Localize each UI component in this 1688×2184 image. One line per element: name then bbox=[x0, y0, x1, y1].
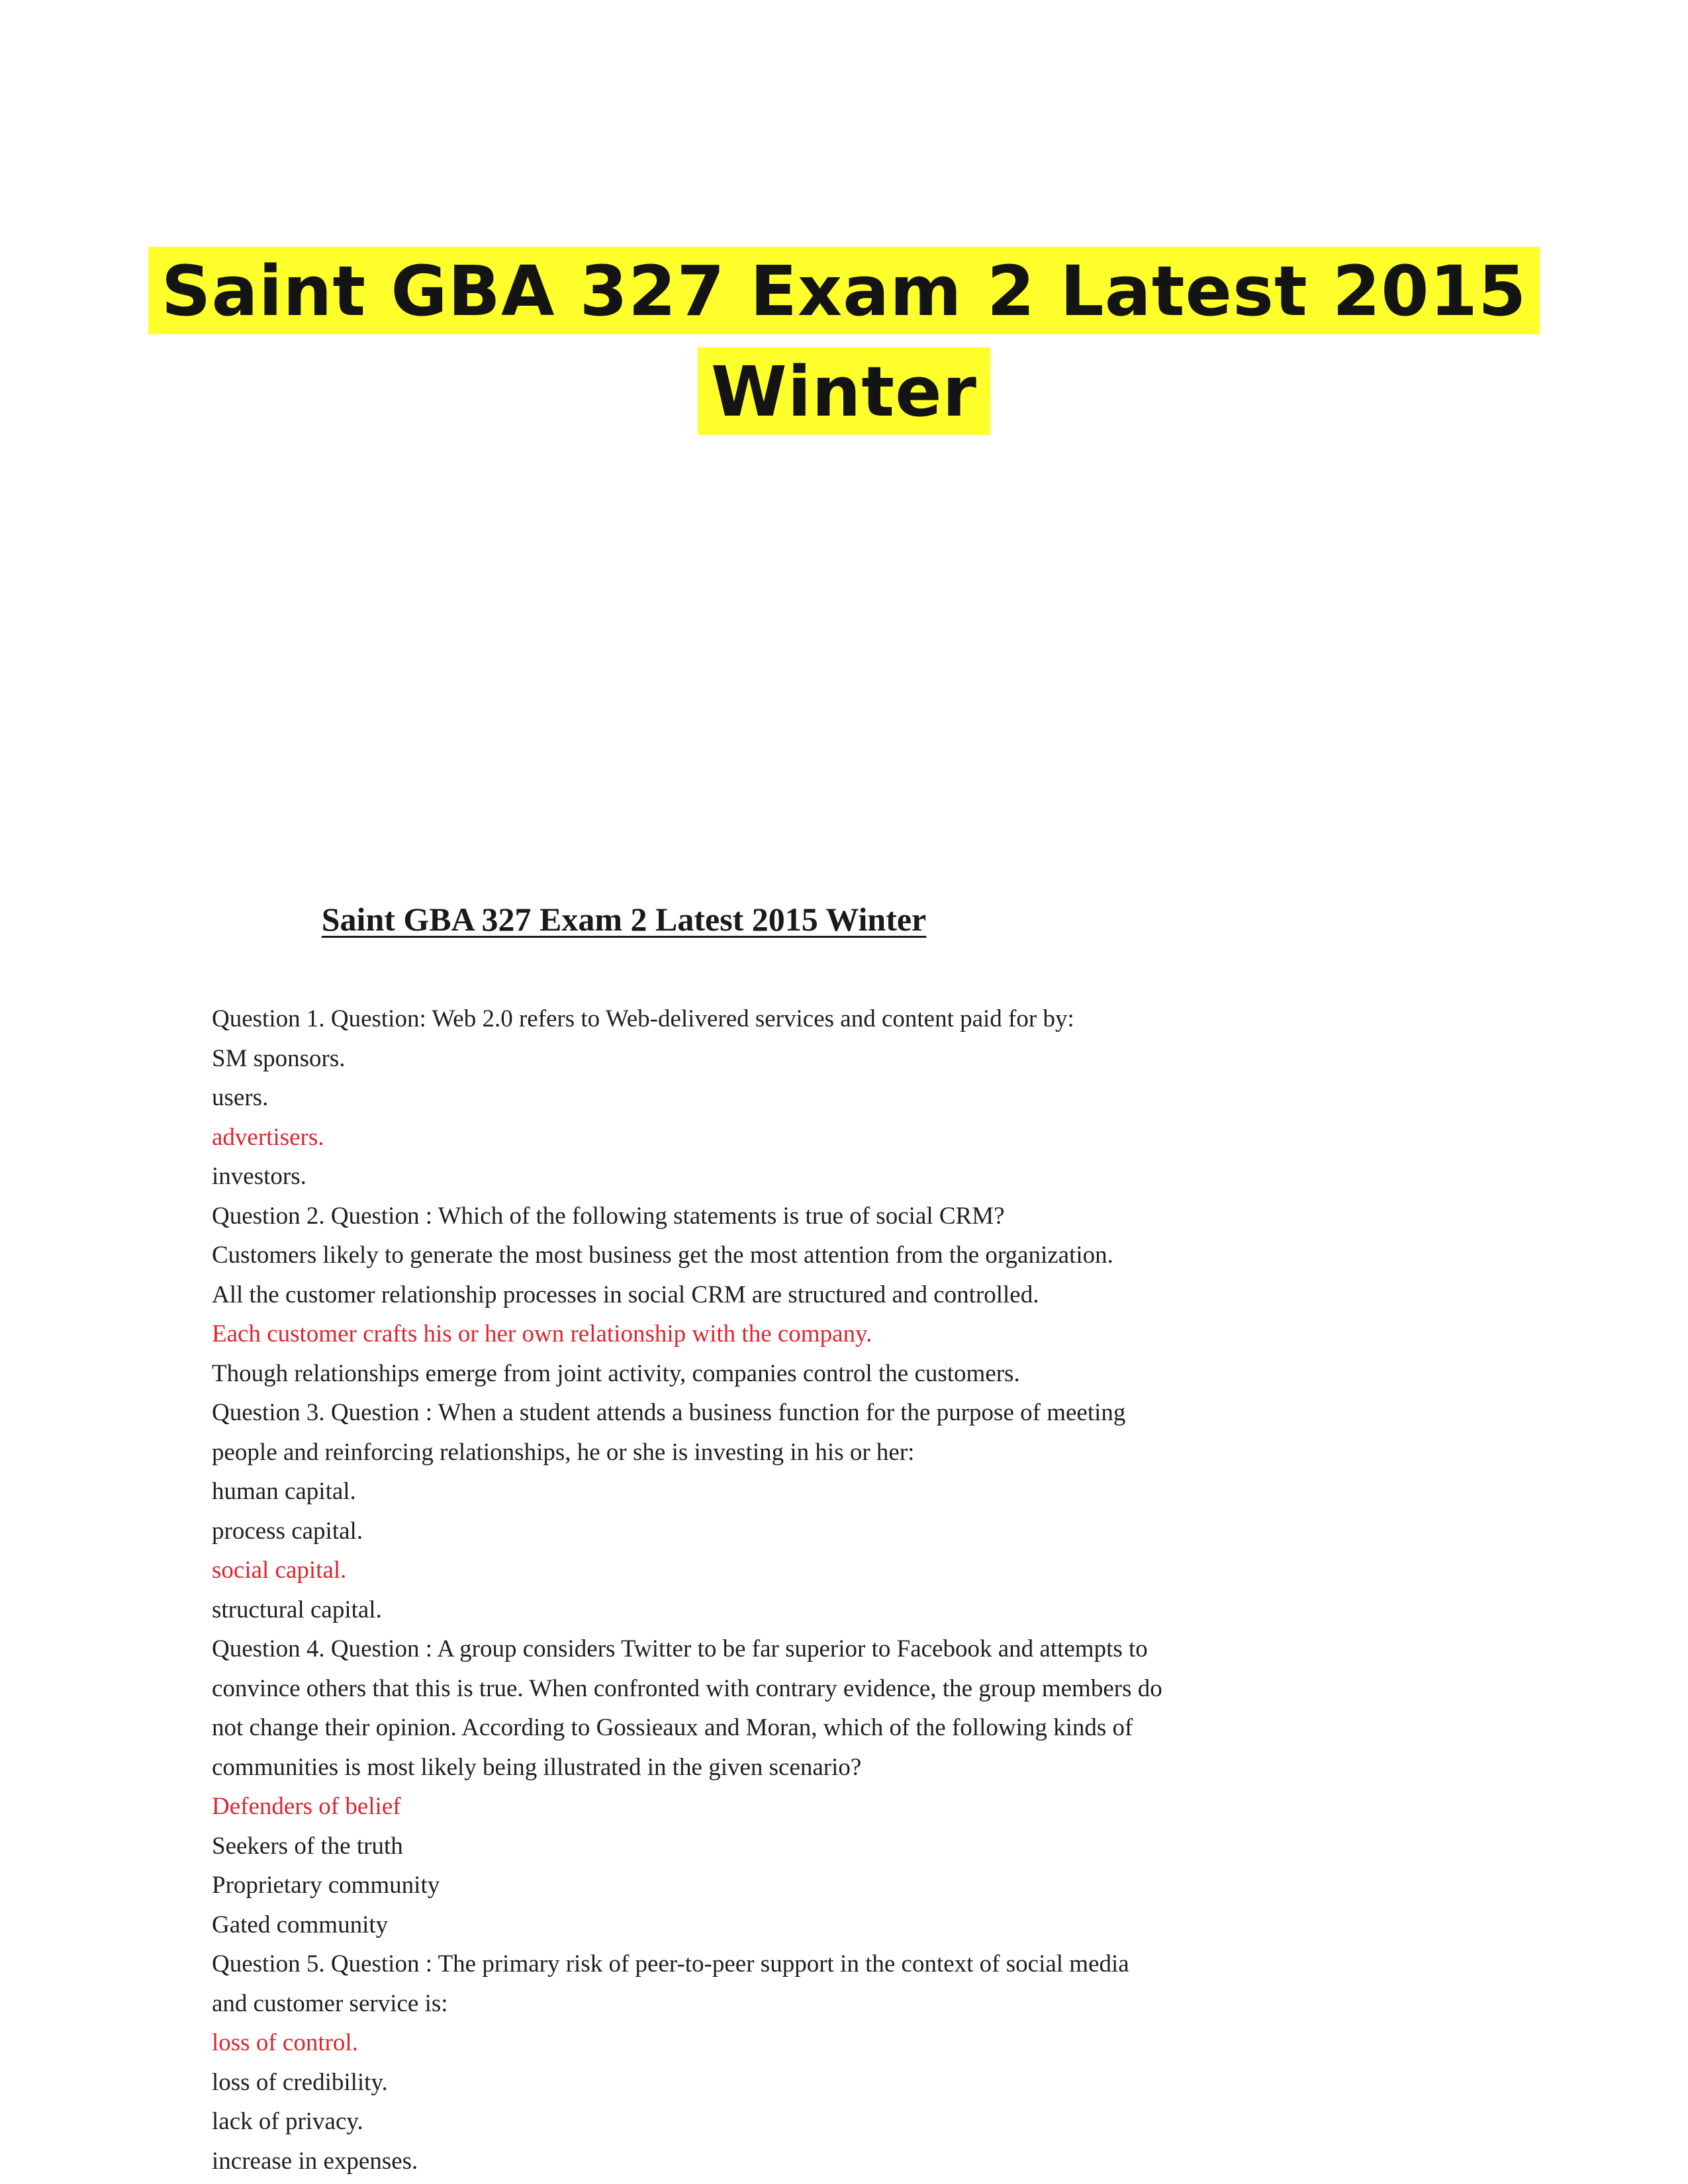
text-line: convince others that this is true. When confronted with contrary evidence, the group members do bbox=[212, 1674, 1162, 1702]
text-line: process capital. bbox=[212, 1517, 363, 1545]
banner-title-line-2: Winter bbox=[698, 347, 990, 435]
text-line: structural capital. bbox=[212, 1596, 382, 1623]
text-line: Question 5. Question : The primary risk of peer-to-peer support in the context of social media bbox=[212, 1950, 1129, 1978]
text-line: All the customer relationship processes in social CRM are structured and controlled. bbox=[212, 1281, 1039, 1308]
text-line: lack of privacy. bbox=[212, 2108, 363, 2135]
text-line: communities is most likely being illustrated in the given scenario? bbox=[212, 1753, 862, 1781]
text-line: not change their opinion. According to Gossieaux and Moran, which of the following kinds of bbox=[212, 1714, 1133, 1741]
banner-title-line-1: Saint GBA 327 Exam 2 Latest 2015 bbox=[148, 247, 1540, 334]
text-line: Though relationships emerge from joint activity, companies control the customers. bbox=[212, 1359, 1020, 1387]
text-line: increase in expenses. bbox=[212, 2147, 418, 2175]
text-line: Question 4. Question : A group considers Twitter to be far superior to Facebook and attempts to bbox=[212, 1635, 1148, 1662]
text-line: Question 3. Question : When a student attends a business function for the purpose of meeting bbox=[212, 1399, 1126, 1426]
text-line: Customers likely to generate the most business get the most attention from the organization. bbox=[212, 1242, 1113, 1269]
document-title bbox=[0, 900, 1248, 938]
text-line: Gated community bbox=[212, 1911, 389, 1938]
text-line: Question 1. Question: Web 2.0 refers to Web-delivered services and content paid for by: bbox=[212, 1005, 1074, 1032]
question-list bbox=[212, 999, 1284, 2181]
text-line: users. bbox=[212, 1084, 269, 1111]
text-line: and customer service is: bbox=[212, 1989, 448, 2017]
text-line: people and reinforcing relationships, he or she is investing in his or her: bbox=[212, 1438, 915, 1466]
answer-line: social capital. bbox=[212, 1557, 347, 1584]
text-line: Question 2. Question : Which of the following statements is true of social CRM? bbox=[212, 1202, 1005, 1230]
document-title-text: Saint GBA 327 Exam 2 Latest 2015 Winter bbox=[321, 901, 927, 938]
answer-line: Each customer crafts his or her own relationship with the company. bbox=[212, 1320, 872, 1347]
text-line: human capital. bbox=[212, 1478, 356, 1505]
text-line: Proprietary community bbox=[212, 1872, 440, 1899]
answer-line: Defenders of belief bbox=[212, 1793, 401, 1820]
banner-title bbox=[0, 241, 1688, 442]
text-line: loss of credibility. bbox=[212, 2068, 388, 2096]
answer-line: loss of control. bbox=[212, 2029, 358, 2056]
text-line: investors. bbox=[212, 1163, 306, 1190]
text-line: Seekers of the truth bbox=[212, 1832, 403, 1860]
text-line: SM sponsors. bbox=[212, 1044, 346, 1072]
answer-line: advertisers. bbox=[212, 1123, 324, 1151]
